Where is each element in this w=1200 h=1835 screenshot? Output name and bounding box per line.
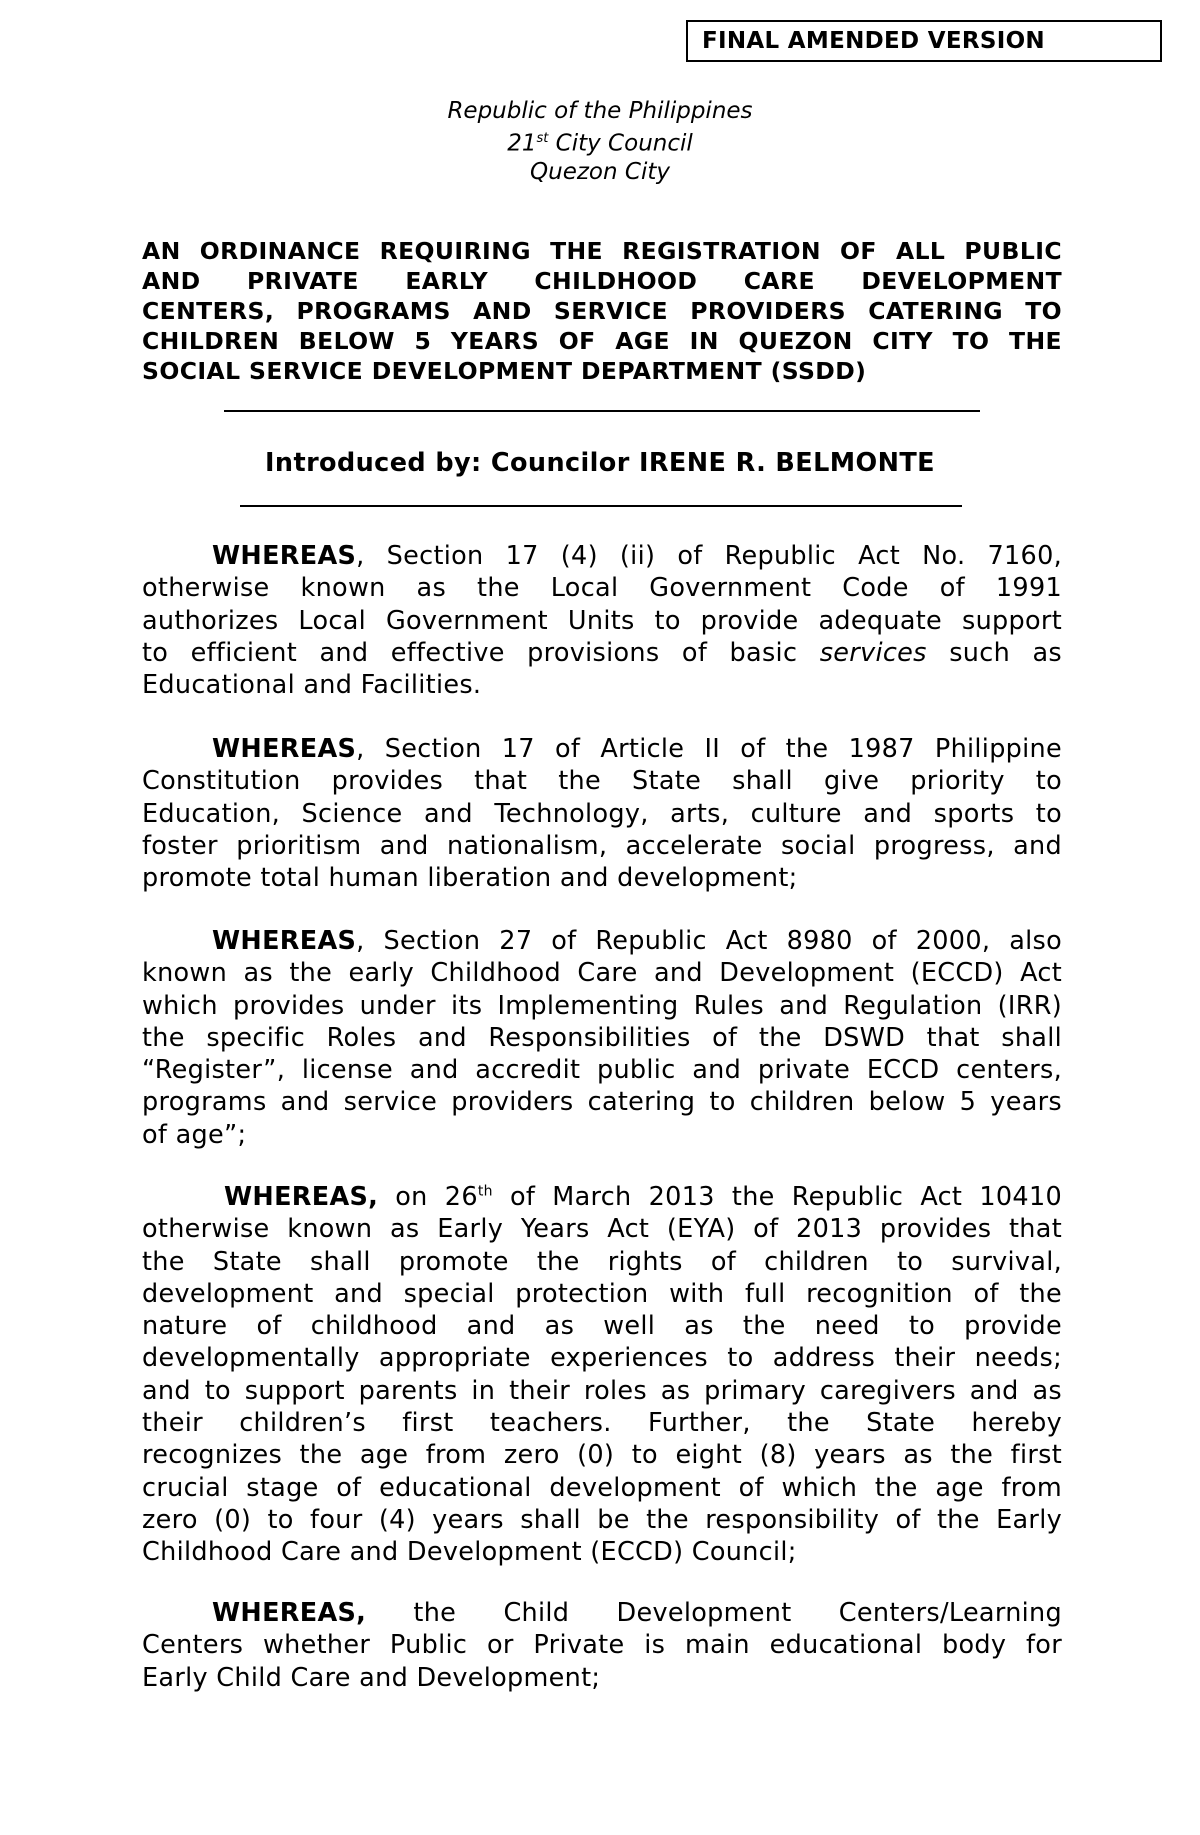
- title-line: AND PRIVATE EARLY CHILDHOOD CARE DEVELOPMENT: [142, 267, 1062, 295]
- whereas-paragraph-2: [142, 733, 1062, 894]
- whereas-paragraph-3: [142, 925, 1062, 1151]
- paragraph-line: [142, 540, 1062, 572]
- council-name: City Council: [548, 130, 693, 157]
- paragraph-line: Education, Science and Technology, arts, culture and sports to: [142, 798, 1062, 829]
- paragraph-line: foster prioritism and nationalism, accelerate social progress, and: [142, 830, 1062, 861]
- title-line: CHILDREN BELOW 5 YEARS OF AGE IN QUEZON CITY TO THE: [142, 327, 1062, 355]
- introduced-by: Introduced by: Councilor IRENE R. BELMONTE: [265, 448, 935, 478]
- line-text: on 26: [378, 1182, 478, 1212]
- line-text: , Section 17 of Article II of the 1987 Philippine: [356, 734, 1062, 764]
- paragraph-line: zero (0) to four (4) years shall be the responsibility of the Early: [142, 1504, 1062, 1535]
- whereas-keyword: WHEREAS,: [224, 1182, 379, 1212]
- divider-bottom: [240, 505, 962, 507]
- document-header: [0, 97, 1200, 186]
- council-line: [0, 125, 1200, 158]
- paragraph-line: their children’s first teachers. Further, the State hereby: [142, 1408, 1062, 1439]
- paragraph-line: the State shall promote the rights of children to survival,: [142, 1246, 1062, 1277]
- line-text: , Section 27 of Republic Act 8980 of 2000, also: [356, 926, 1062, 956]
- paragraph-line: of age”;: [142, 1119, 247, 1150]
- paragraph-line: nature of childhood and as well as the need to provide: [142, 1311, 1062, 1342]
- paragraph-line: Educational and Facilities.: [142, 670, 482, 701]
- paragraph-line: [142, 1181, 1062, 1213]
- whereas-paragraph-5: [142, 1597, 1062, 1694]
- whereas-keyword: WHEREAS: [212, 734, 357, 764]
- paragraph-line: which provides under its Implementing Rules and Regulation (IRR): [142, 990, 1062, 1021]
- whereas-keyword: WHEREAS,: [212, 1598, 367, 1628]
- line-text: such as: [926, 637, 1062, 668]
- divider-top: [224, 410, 980, 412]
- emphasis-text: services: [819, 637, 927, 668]
- paragraph-line: authorizes Local Government Units to provide adequate support: [142, 605, 1062, 636]
- line-text: the Child Development Centers/Learning: [366, 1598, 1062, 1628]
- ordinal-suffix: th: [477, 1183, 493, 1200]
- paragraph-line: programs and service providers catering to children below 5 years: [142, 1087, 1062, 1118]
- paragraph-line: [142, 733, 1062, 765]
- paragraph-line: Centers whether Public or Private is main educational body for: [142, 1630, 1062, 1661]
- paragraph-line: “Register”, license and accredit public and private ECCD centers,: [142, 1055, 1062, 1086]
- council-ordinal: st: [536, 131, 549, 146]
- paragraph-line: development and special protection with full recognition of the: [142, 1278, 1062, 1309]
- paragraph-line: Early Child Care and Development;: [142, 1662, 601, 1693]
- paragraph-line: known as the early Childhood Care and Development (ECCD) Act: [142, 958, 1062, 989]
- paragraph-line: and to support parents in their roles as primary caregivers and as: [142, 1375, 1062, 1406]
- whereas-keyword: WHEREAS: [212, 541, 357, 571]
- title-line: AN ORDINANCE REQUIRING THE REGISTRATION OF ALL PUBLIC: [142, 237, 1062, 265]
- ordinance-title: [142, 236, 1062, 386]
- paragraph-line: [142, 1597, 1062, 1629]
- paragraph-line: developmentally appropriate experiences to address their needs;: [142, 1343, 1062, 1374]
- republic-line: Republic of the Philippines: [447, 98, 753, 124]
- version-stamp: FINAL AMENDED VERSION: [686, 20, 1162, 62]
- paragraph-line: Childhood Care and Development (ECCD) Council;: [142, 1537, 797, 1568]
- title-line: SOCIAL SERVICE DEVELOPMENT DEPARTMENT (SSDD): [142, 357, 867, 385]
- paragraph-line: otherwise known as Early Years Act (EYA) of 2013 provides that: [142, 1214, 1062, 1245]
- title-line: CENTERS, PROGRAMS AND SERVICE PROVIDERS CATERING TO: [142, 297, 1062, 325]
- paragraph-line: otherwise known as the Local Government Code of 1991: [142, 573, 1062, 604]
- line-text: of March 2013 the Republic Act 10410: [492, 1182, 1062, 1212]
- paragraph-line: [142, 925, 1062, 957]
- paragraph-line: the specific Roles and Responsibilities of the DSWD that shall: [142, 1022, 1062, 1053]
- whereas-paragraph-1: [142, 540, 1062, 701]
- paragraph-line: crucial stage of educational development of which the age from: [142, 1472, 1062, 1503]
- paragraph-line: [142, 637, 1062, 669]
- paragraph-line: recognizes the age from zero (0) to eight (8) years as the first: [142, 1440, 1062, 1471]
- city-line: Quezon City: [530, 158, 670, 185]
- council-number: 21: [507, 130, 537, 157]
- paragraph-line: Constitution provides that the State shall give priority to: [142, 766, 1062, 797]
- line-text: to efficient and effective provisions of basic: [142, 637, 820, 668]
- paragraph-line: promote total human liberation and development;: [142, 863, 798, 894]
- whereas-paragraph-4: [142, 1181, 1062, 1569]
- whereas-keyword: WHEREAS: [212, 926, 357, 956]
- line-text: , Section 17 (4) (ii) of Republic Act No. 7160,: [356, 541, 1062, 571]
